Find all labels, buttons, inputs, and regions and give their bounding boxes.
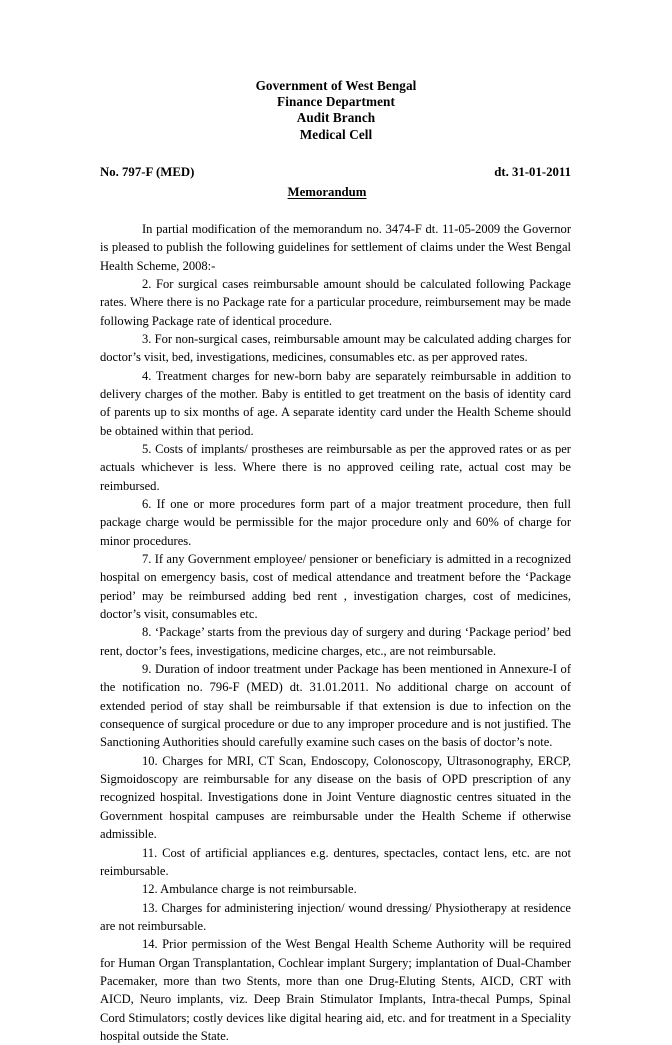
paragraph-10: 10. Charges for MRI, CT Scan, Endoscopy, Colonoscopy, Ultrasonography, ERCP, Sigmoidoscopy are reimbursable for any disease on the basis of OPD prescription of any recognized hospital. Investigations done in Joint Venture diagnostic centres situated in the Government hospital campuses are reimbursable under the Health Scheme if otherwise admissible. — [100, 753, 571, 842]
paragraph-12: 12. Ambulance charge is not reimbursable. — [142, 882, 357, 897]
letterhead-line-government: Government of West Bengal — [255, 78, 417, 93]
paragraph-4: 4. Treatment charges for new-born baby are separately reimbursable in addition to delivery charges of the mother. Baby is entitled to get treatment on the basis of identity card of parents up to six months of age. A separate identity card under the Health Scheme should be obtained within that period. — [100, 368, 571, 438]
memorandum-title-container — [0, 183, 672, 201]
reference-row — [0, 165, 672, 180]
letterhead — [0, 0, 672, 143]
paragraph-3: 3. For non-surgical cases, reimbursable amount may be calculated adding charges for doctor’s visit, bed, investigations, medicines, consumables etc. as per approved rates. — [100, 331, 571, 365]
paragraph-6: 6. If one or more procedures form part of a major treatment procedure, then full package charge would be permissible for the major procedure only and 60% of charge for minor procedures. — [100, 496, 571, 548]
paragraph-1: In partial modification of the memorandum no. 3474-F dt. 11-05-2009 the Governor is pleased to publish the following guidelines for settlement of claims under the West Bengal Health Scheme, 2008:- — [100, 221, 571, 273]
paragraph-2: 2. For surgical cases reimbursable amount should be calculated following Package rates. Where there is no Package rate for a particular procedure, reimbursement may be made following Package rate of identical procedure. — [100, 276, 571, 328]
letterhead-line-cell: Medical Cell — [299, 126, 373, 142]
paragraph-8: 8. ‘Package’ starts from the previous day of surgery and during ‘Package period’ bed rent, doctor’s fees, investigations, medicine charges, etc., are not reimbursable. — [100, 625, 571, 658]
document-body — [0, 220, 672, 1045]
letterhead-line-branch: Audit Branch — [296, 110, 376, 126]
document-date: dt. 31-01-2011 — [494, 164, 571, 179]
paragraph-9: 9. Duration of indoor treatment under Package has been mentioned in Annexure-I of the notification no. 796-F (MED) dt. 31.01.2011. No additional charge on account of extended period of stay shall be reimbursable if that extension is due to infection on the consequence of surgical procedure or due to any improper procedure and is not justified. The Sanctioning Authorities should carefully examine such cases on the basis of doctor’s note. — [100, 662, 571, 750]
paragraph-5: 5. Costs of implants/ prostheses are reimbursable as per the approved rates or as per actuals whichever is less. Where there is no approved ceiling rate, actual cost may be reimbursed. — [100, 441, 571, 493]
paragraph-11: 11. Cost of artificial appliances e.g. dentures, spectacles, contact lens, etc. are not reimbursable. — [100, 845, 571, 878]
paragraph-7: 7. If any Government employee/ pensioner or beneficiary is admitted in a recognized hospital on emergency basis, cost of medical attendance and treatment before the ‘Package period’ may be reimbursed adding bed rent , investigation charges, cost of medicines, doctor’s visit, consumables etc. — [100, 552, 571, 622]
memorandum-title: Memorandum — [287, 184, 367, 199]
paragraph-13: 13. Charges for administering injection/ wound dressing/ Physiotherapy at residence are not reimbursable. — [100, 900, 571, 933]
letterhead-line-department: Finance Department — [277, 94, 395, 110]
reference-number: No. 797-F (MED) — [100, 164, 195, 179]
paragraph-14: 14. Prior permission of the West Bengal Health Scheme Authority will be required for Human Organ Transplantation, Cochlear implant Surgery; implantation of Dual-Chamber Pacemaker, more than two Stents, more than one Drug-Eluting Stents, AICD, CRT with AICD, Neuro implants, viz. Deep Brain Stimulator Implants, Intra-thecal Pumps, Spinal Cord Stimulators; costly devices like digital hearing aid, etc. and for treatment in a Speciality hospital outside the State. — [100, 937, 571, 1043]
